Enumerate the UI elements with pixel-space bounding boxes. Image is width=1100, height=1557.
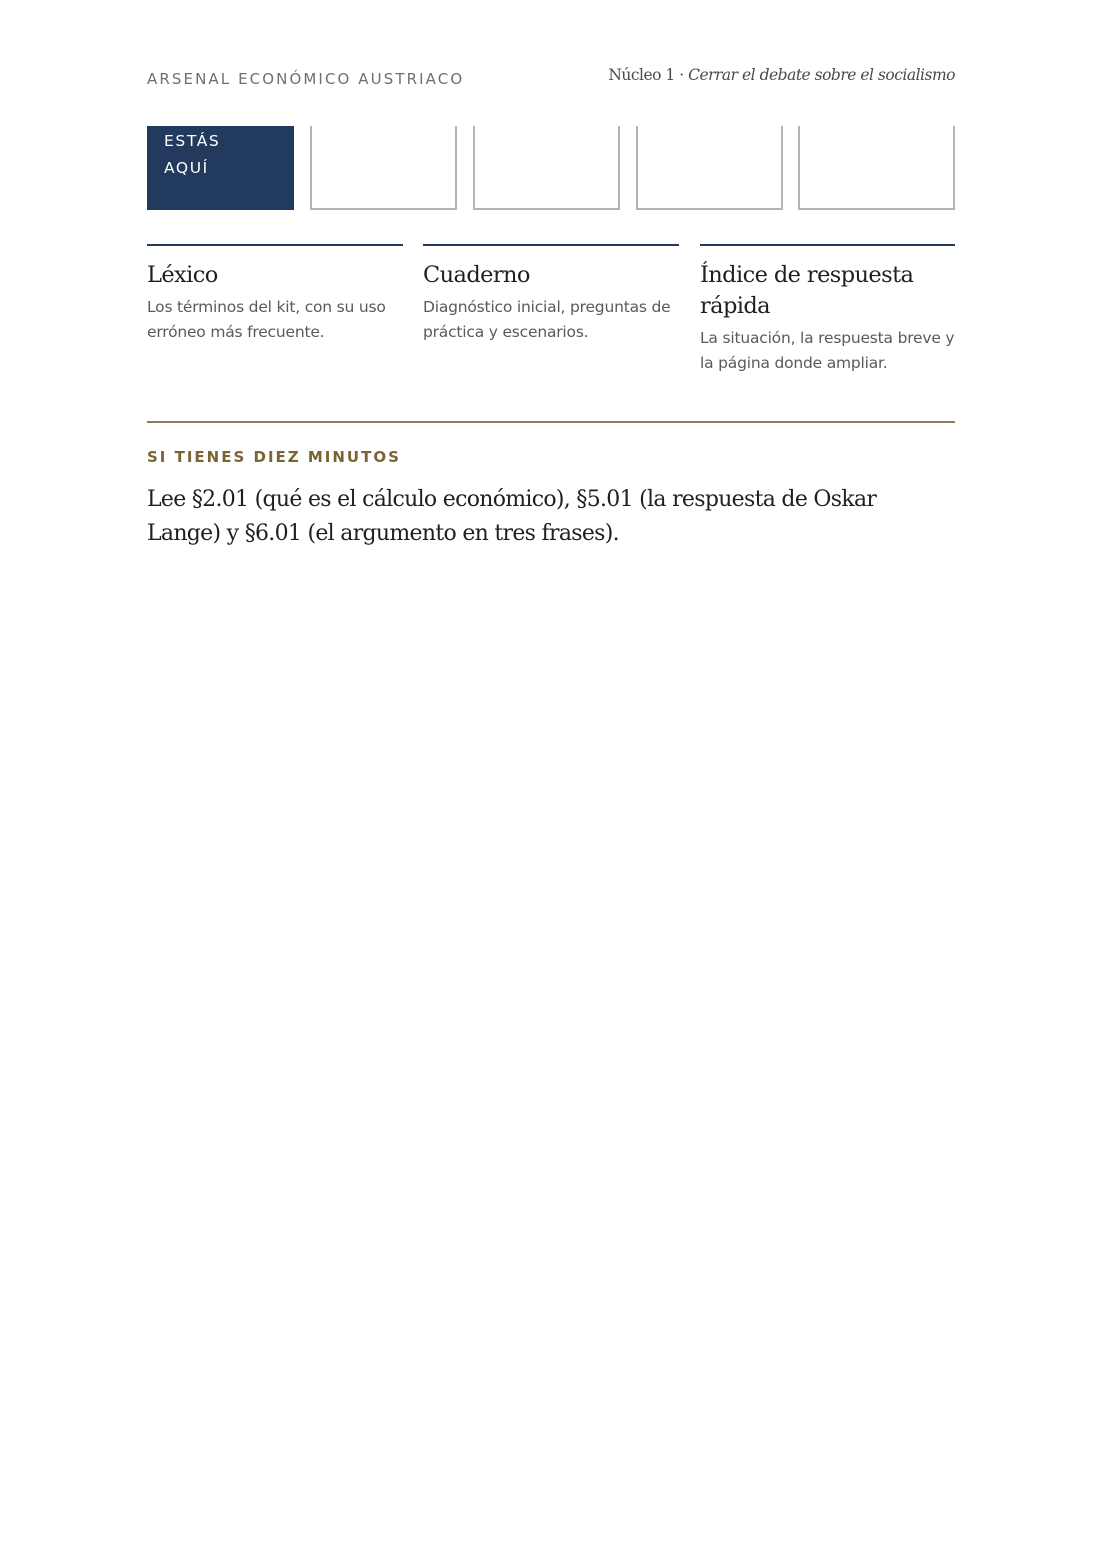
progress-step: [636, 126, 783, 210]
progress-steps: [147, 126, 955, 210]
quick-tip-heading: SI TIENES DIEZ MINUTOS: [147, 448, 401, 466]
resource-lexico: [147, 244, 403, 345]
core-title: Cerrar el debate sobre el socialismo: [688, 66, 955, 84]
resource-indice: [700, 244, 955, 376]
chapter-reference: [608, 66, 955, 84]
progress-step: [798, 126, 955, 210]
resource-description: Los términos del kit, con su uso erróneo más frecuente.: [147, 298, 386, 341]
core-label: Núcleo 1 ·: [608, 66, 689, 84]
resource-title: Índice de respuesta rápida: [700, 262, 914, 319]
progress-step: [310, 126, 457, 210]
resource-title: Léxico: [147, 262, 218, 288]
progress-step: [473, 126, 620, 210]
progress-step-current: [147, 126, 294, 210]
current-step-label: ESTÁS AQUÍ: [164, 132, 221, 177]
section-divider: [147, 421, 955, 423]
brand-name: ARSENAL ECONÓMICO AUSTRIACO: [147, 70, 465, 88]
resource-description: Diagnóstico inicial, preguntas de práctica y escenarios.: [423, 298, 671, 341]
resource-title: Cuaderno: [423, 262, 530, 288]
resource-description: La situación, la respuesta breve y la página donde ampliar.: [700, 329, 955, 372]
running-header: [147, 66, 955, 90]
resource-cuaderno: [423, 244, 679, 345]
quick-tip-text: Lee §2.01 (qué es el cálculo económico), §5.01 (la respuesta de Oskar Lange) y §6.01 (el argumento en tres frases).: [147, 487, 877, 546]
